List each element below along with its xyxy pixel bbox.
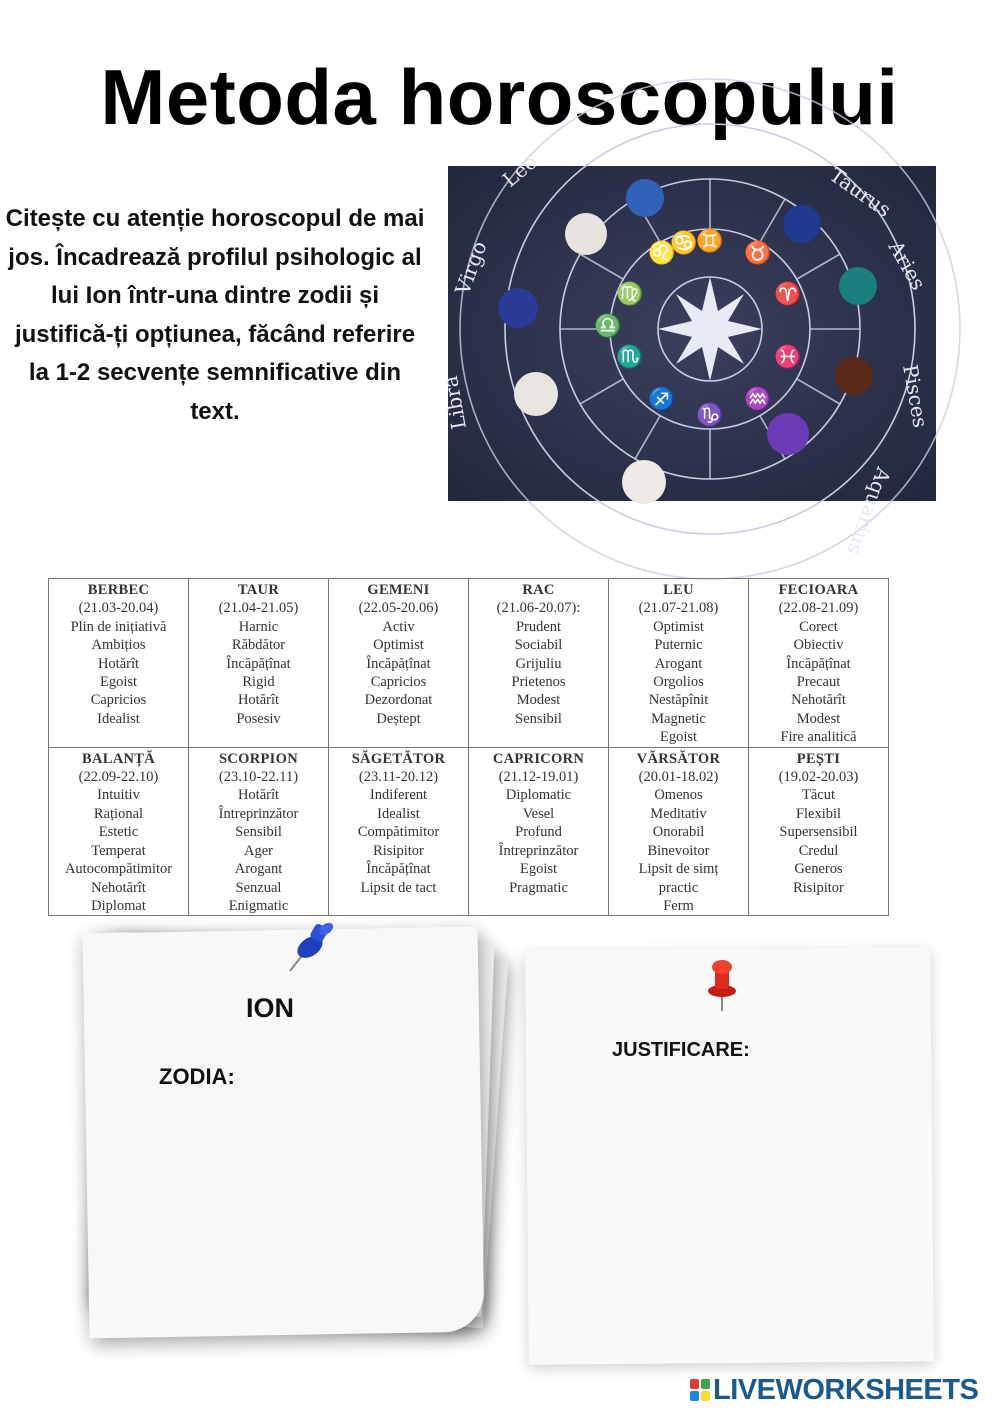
zodiac-wheel-icon (437, 149, 936, 559)
zodiac-traits-table (48, 578, 889, 916)
sign-trait: Optimist (373, 637, 424, 654)
sign-trait: Pragmatic (509, 879, 568, 896)
sign-trait: Grijuliu (515, 655, 562, 672)
sign-trait: Întreprinzător (498, 842, 579, 859)
sign-trait: Idealist (97, 710, 140, 727)
sign-trait: Senzual (235, 879, 282, 896)
sign-trait: Risipitor (373, 842, 424, 859)
sign-trait: Compătimitor (357, 824, 440, 841)
sign-trait: Risipitor (793, 879, 844, 896)
justificare-label: JUSTIFICARE: (612, 1039, 750, 1061)
sign-trait: Flexibil (795, 805, 842, 822)
sign-cell (749, 579, 889, 748)
table-row (49, 747, 889, 916)
sign-trait: Meditativ (650, 805, 707, 822)
svg-text:Virgo: Virgo (450, 237, 492, 298)
svg-text:Leo: Leo (497, 149, 542, 192)
svg-text:♎: ♎ (594, 314, 622, 339)
sign-cell (189, 579, 329, 748)
sign-trait: Puternic (654, 637, 703, 654)
sign-dates: (21.04-21.05) (218, 600, 299, 617)
svg-text:Taurus: Taurus (825, 162, 896, 222)
sign-cell (469, 579, 609, 748)
sign-trait: Posesiv (236, 710, 281, 727)
sign-trait: Capricios (90, 692, 147, 709)
sticky-note-ion (82, 927, 484, 1339)
sign-name: SĂGETĂTOR (351, 750, 446, 767)
sign-trait: Diplomat (91, 897, 146, 914)
sign-trait: Nehotărît (791, 692, 846, 709)
page-title: Metoda horoscopului (100, 53, 899, 141)
liveworksheets-logo[interactable] (690, 1373, 978, 1407)
svg-text:♉: ♉ (744, 241, 772, 266)
sign-trait: Prudent (515, 618, 562, 635)
sign-trait: Enigmatic (228, 897, 289, 914)
svg-text:♈: ♈ (774, 282, 802, 307)
sign-trait: Profund (515, 824, 562, 841)
red-pushpin-icon (700, 955, 744, 1013)
sign-cell (469, 747, 609, 916)
liveworksheets-logo-icon (690, 1379, 710, 1401)
sign-trait: Hotărît (237, 787, 280, 804)
sign-trait: Ager (244, 842, 273, 859)
sign-trait: Deștept (376, 710, 421, 727)
sign-dates: (21.12-19.01) (498, 769, 579, 786)
justificare-field[interactable] (555, 1075, 909, 1339)
sign-trait: Ferm (663, 897, 694, 914)
sign-name: VĂRSĂTOR (636, 750, 721, 767)
sign-trait: Încăpățînat (366, 861, 431, 878)
sign-trait: Harnic (238, 618, 279, 635)
svg-text:♐: ♐ (648, 387, 676, 412)
logo-text: LIVEWORKSHEETS (713, 1373, 979, 1406)
sign-trait: Corect (799, 618, 838, 635)
sign-trait: Orgolios (653, 674, 704, 691)
svg-text:♒: ♒ (744, 387, 772, 412)
sign-dates: (23.11-20.12) (358, 769, 439, 786)
sign-trait: Hotărît (237, 692, 280, 709)
svg-text:Aries: Aries (883, 236, 931, 294)
sign-dates: (19.02-20.03) (778, 769, 859, 786)
sign-trait: Idealist (377, 805, 420, 822)
sign-trait: Credul (798, 842, 839, 859)
sign-trait: Hotărît (97, 655, 140, 672)
sign-dates: (20.01-18.02) (638, 769, 719, 786)
sign-trait: Ambițios (91, 637, 146, 654)
sign-trait: Obiectiv (793, 637, 844, 654)
sign-trait: Încăpățînat (226, 655, 291, 672)
sign-trait: Generos (794, 861, 843, 878)
zodia-field[interactable] (256, 1060, 460, 1092)
sign-trait: Omenos (654, 787, 703, 804)
sign-trait: Rațional (93, 805, 144, 822)
sign-dates: (21.07-21.08) (638, 600, 719, 617)
sign-trait: Întreprinzător (218, 805, 299, 822)
svg-text:Pisces: Pisces (898, 362, 933, 430)
sign-name: RAC (522, 582, 555, 598)
zodiac-wheel-photo (437, 149, 936, 559)
sign-trait: practic (658, 879, 699, 896)
sign-name: BALANȚĂ (82, 750, 155, 767)
sign-dates: (22.09-22.10) (78, 769, 159, 786)
sign-name: PEȘTI (796, 750, 841, 767)
sign-trait: Vesel (522, 805, 555, 822)
sign-name: BERBEC (87, 582, 150, 598)
svg-text:♑: ♑ (696, 403, 724, 428)
sign-trait: Onorabil (652, 824, 705, 841)
sign-name: GEMENI (367, 582, 430, 598)
sign-name: TAUR (237, 582, 280, 598)
sign-trait: Indiferent (369, 787, 428, 804)
svg-text:♓: ♓ (774, 345, 802, 370)
sign-cell (49, 747, 189, 916)
blue-pushpin-icon (276, 923, 336, 983)
sign-name: CAPRICORN (492, 750, 585, 767)
sign-trait: Intuitiv (97, 787, 140, 804)
sign-dates: (22.08-21.09) (778, 600, 859, 617)
sign-cell (329, 747, 469, 916)
sign-trait: Rigid (242, 674, 275, 691)
sign-trait: Sensibil (235, 824, 282, 841)
sign-trait: Lipsit de tact (360, 879, 437, 896)
svg-text:♏: ♏ (616, 345, 644, 370)
sign-trait: Încăpățînat (366, 655, 431, 672)
sign-name: LEU (663, 582, 694, 598)
sign-trait: Sociabil (514, 637, 563, 654)
sign-trait: Plin de inițiativă (70, 618, 167, 635)
sign-trait: Fire analitică (780, 729, 857, 746)
sign-cell (749, 747, 889, 916)
sign-trait: Activ (382, 618, 415, 635)
svg-text:Aquarius: Aquarius (842, 464, 896, 559)
sign-trait: Autocompătimitor (64, 861, 173, 878)
sign-trait: Supersensibil (779, 824, 858, 841)
sign-trait: Modest (516, 692, 561, 709)
svg-text:♊: ♊ (696, 229, 724, 254)
sign-dates: (21.03-20.04) (78, 600, 159, 617)
sign-cell (49, 579, 189, 748)
sign-trait: Încăpățînat (786, 655, 851, 672)
sign-dates: (22.05-20.06) (358, 600, 439, 617)
sign-trait: Capricios (370, 674, 427, 691)
sign-trait: Binevoitor (647, 842, 710, 859)
sign-name: FECIOARA (778, 582, 859, 598)
sign-trait: Tăcut (801, 787, 835, 804)
sign-trait: Magnetic (651, 710, 706, 727)
sign-name: SCORPION (219, 750, 298, 767)
svg-text:♍: ♍ (616, 282, 644, 307)
sign-trait: Lipsit de simț (638, 861, 719, 878)
sign-trait: Modest (796, 710, 841, 727)
sign-cell (609, 747, 749, 916)
sign-trait: Sensibil (515, 710, 562, 727)
sign-dates: (21.06-20.07): (496, 600, 581, 617)
sign-trait: Optimist (653, 618, 704, 635)
svg-text:Libra: Libra (437, 373, 471, 432)
sign-trait: Nehotărît (91, 879, 146, 896)
table-row (49, 579, 889, 748)
sign-cell (329, 579, 469, 748)
sign-cell (609, 579, 749, 748)
sign-trait: Răbdător (231, 637, 286, 654)
sign-trait: Estetic (98, 824, 139, 841)
sign-cell (189, 747, 329, 916)
sign-trait: Temperat (91, 842, 146, 859)
sign-trait: Egoist (519, 861, 558, 878)
sign-trait: Egoist (659, 729, 698, 746)
svg-text:♌: ♌ (648, 241, 676, 266)
zodia-label: ZODIA: (159, 1064, 235, 1089)
sign-dates: (23.10-22.11) (218, 769, 299, 786)
sign-trait: Dezordonat (364, 692, 433, 709)
sign-trait: Arogant (654, 655, 703, 672)
sign-trait: Arogant (234, 861, 283, 878)
sign-trait: Nestăpînit (648, 692, 709, 709)
sign-trait: Prietenos (511, 674, 566, 691)
sign-trait: Precaut (796, 674, 841, 691)
svg-text:♋: ♋ (670, 231, 698, 256)
ion-heading: ION (246, 993, 295, 1023)
sign-trait: Diplomatic (505, 787, 572, 804)
sign-trait: Egoist (99, 674, 138, 691)
instructions-text: Citește cu atenție horoscopul de mai jos. Încadrează profilul psihologic al lui Ion într-una dintre zodii și justifică-ți opțiunea, făcând referire la 1-2 secvențe semnificative din text. (5, 205, 425, 425)
